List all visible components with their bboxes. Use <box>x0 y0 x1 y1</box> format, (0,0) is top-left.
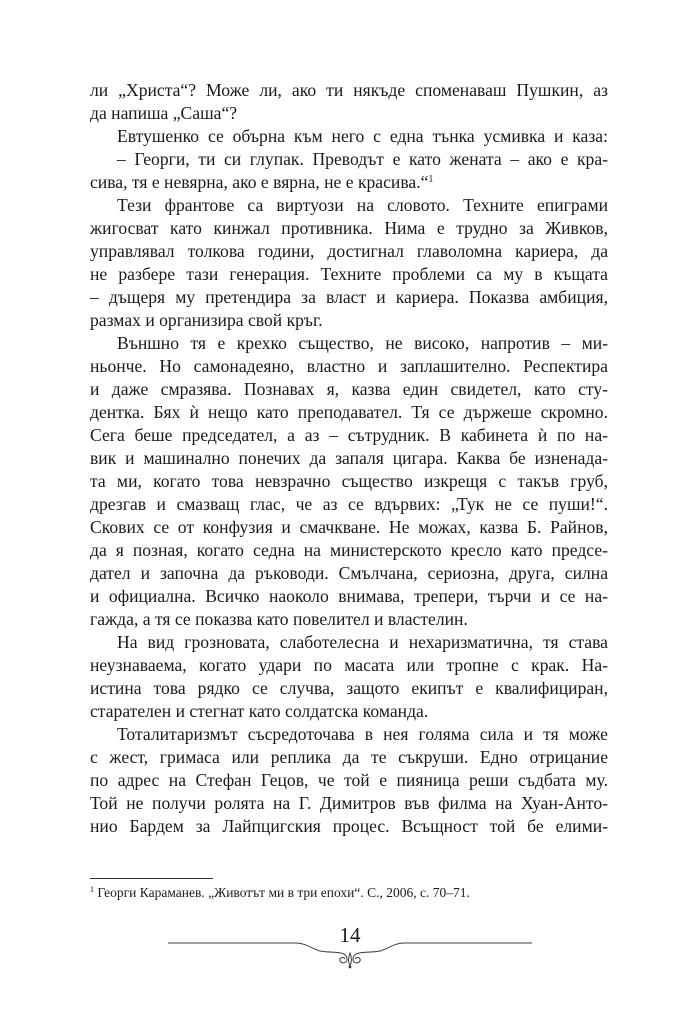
text-line: Скових се от конфузия и смачкване. Не можах, казва Б. Райнов, <box>90 517 608 537</box>
text-line: Външно тя е крехко същество, не високо, напротив – ми- <box>117 333 608 353</box>
text-line: Сега беше председател, а аз – сътрудник. В кабинета ѝ по на- <box>90 425 608 445</box>
text-line: дрезгав и смазващ глас, че аз се вдървих: „Тук не се пуши!“. <box>90 494 608 514</box>
text-line: Тоталитаризмът съсредоточава в нея голяма сила и тя може <box>117 724 608 744</box>
text-line: по адрес на Стефан Гецов, че той е пияница реши съдбата му. <box>90 770 608 790</box>
text-line: ли „Христа“? Може ли, ако ти някъде споменаваш Пушкин, аз <box>90 80 608 100</box>
text-line: Евтушенко се обърна към него с една тънка усмивка и каза: <box>117 126 608 146</box>
text-line: управлявал толкова години, достигнал главоломна кариера, да <box>90 241 608 261</box>
text-line: и официална. Всичко наоколо внимава, трепери, търчи и се на- <box>90 586 608 606</box>
text-line-content: сива, тя е невярна, ако е вярна, не е красива.“ <box>90 172 429 192</box>
text-line: старателен и стегнат като солдатска команда. <box>90 701 429 721</box>
text-line: истина това рядко се случва, защото екипът е квалифициран, <box>90 678 608 698</box>
footnote-text: Георги Караманев. „Животът ми в три епохи“. С., 2006, с. 70–71. <box>97 885 470 900</box>
text-line: жигосват като кинжал противника. Нима е трудно за Живков, <box>90 218 608 238</box>
page-number: 14 <box>339 923 361 947</box>
text-line: Тези франтове са виртуози на словото. Техните епиграми <box>117 195 608 215</box>
text-line: да напиша „Саша“? <box>90 103 238 123</box>
footnote-reference[interactable]: 1 <box>428 174 434 185</box>
text-line: дател и започна да ръководи. Смълчана, сериозна, друга, силна <box>90 563 608 583</box>
page-folio <box>0 920 700 970</box>
text-line: нио Бардем за Лайпцигския процес. Всъщност той бе елими- <box>90 816 608 836</box>
footnote-marker: 1 <box>90 885 94 894</box>
text-line: дентка. Бях ѝ нещо като преподавател. Тя се държеше скромно. <box>90 402 608 422</box>
text-line: с жест, гримаса или реплика да те съкруши. Едно отрицание <box>90 747 608 767</box>
text-line: Той не получи ролята на Г. Димитров във филма на Хуан-Анто- <box>90 793 608 813</box>
main-text <box>90 79 608 838</box>
text-line: гажда, а тя се показва като повелител и властелин. <box>90 609 468 629</box>
text-line: вик и машинално понечих да запаля цигара. Каква бе изненада- <box>90 448 608 468</box>
text-line: не разбере тази генерация. Техните проблеми са му в къщата <box>90 264 608 284</box>
text-line: да я позная, когато седна на министерското кресло като предсе- <box>90 540 608 560</box>
text-line: та ми, когато това невзрачно същество изкрещя с такъв груб, <box>90 471 608 491</box>
text-line: На вид грозновата, слаботелесна и нехаризматична, тя става <box>117 632 608 652</box>
text-line <box>90 171 608 194</box>
text-line: размах и организира свой кръг. <box>90 310 323 330</box>
text-line: – Георги, ти си глупак. Преводът е като жената – ако е кра- <box>117 149 608 169</box>
footnote <box>90 884 608 902</box>
text-line: и даже смразява. Познавах я, казва един свидетел, като сту- <box>90 379 608 399</box>
footnote-divider <box>90 878 213 879</box>
text-line: ньонче. Но самонадеяно, властно и заплашително. Респектира <box>90 356 608 376</box>
text-line: неузнаваема, когато удари по масата или тропне с крак. На- <box>90 655 608 675</box>
text-line: – дъщеря му претендира за власт и кариера. Показва амбиция, <box>90 287 608 307</box>
